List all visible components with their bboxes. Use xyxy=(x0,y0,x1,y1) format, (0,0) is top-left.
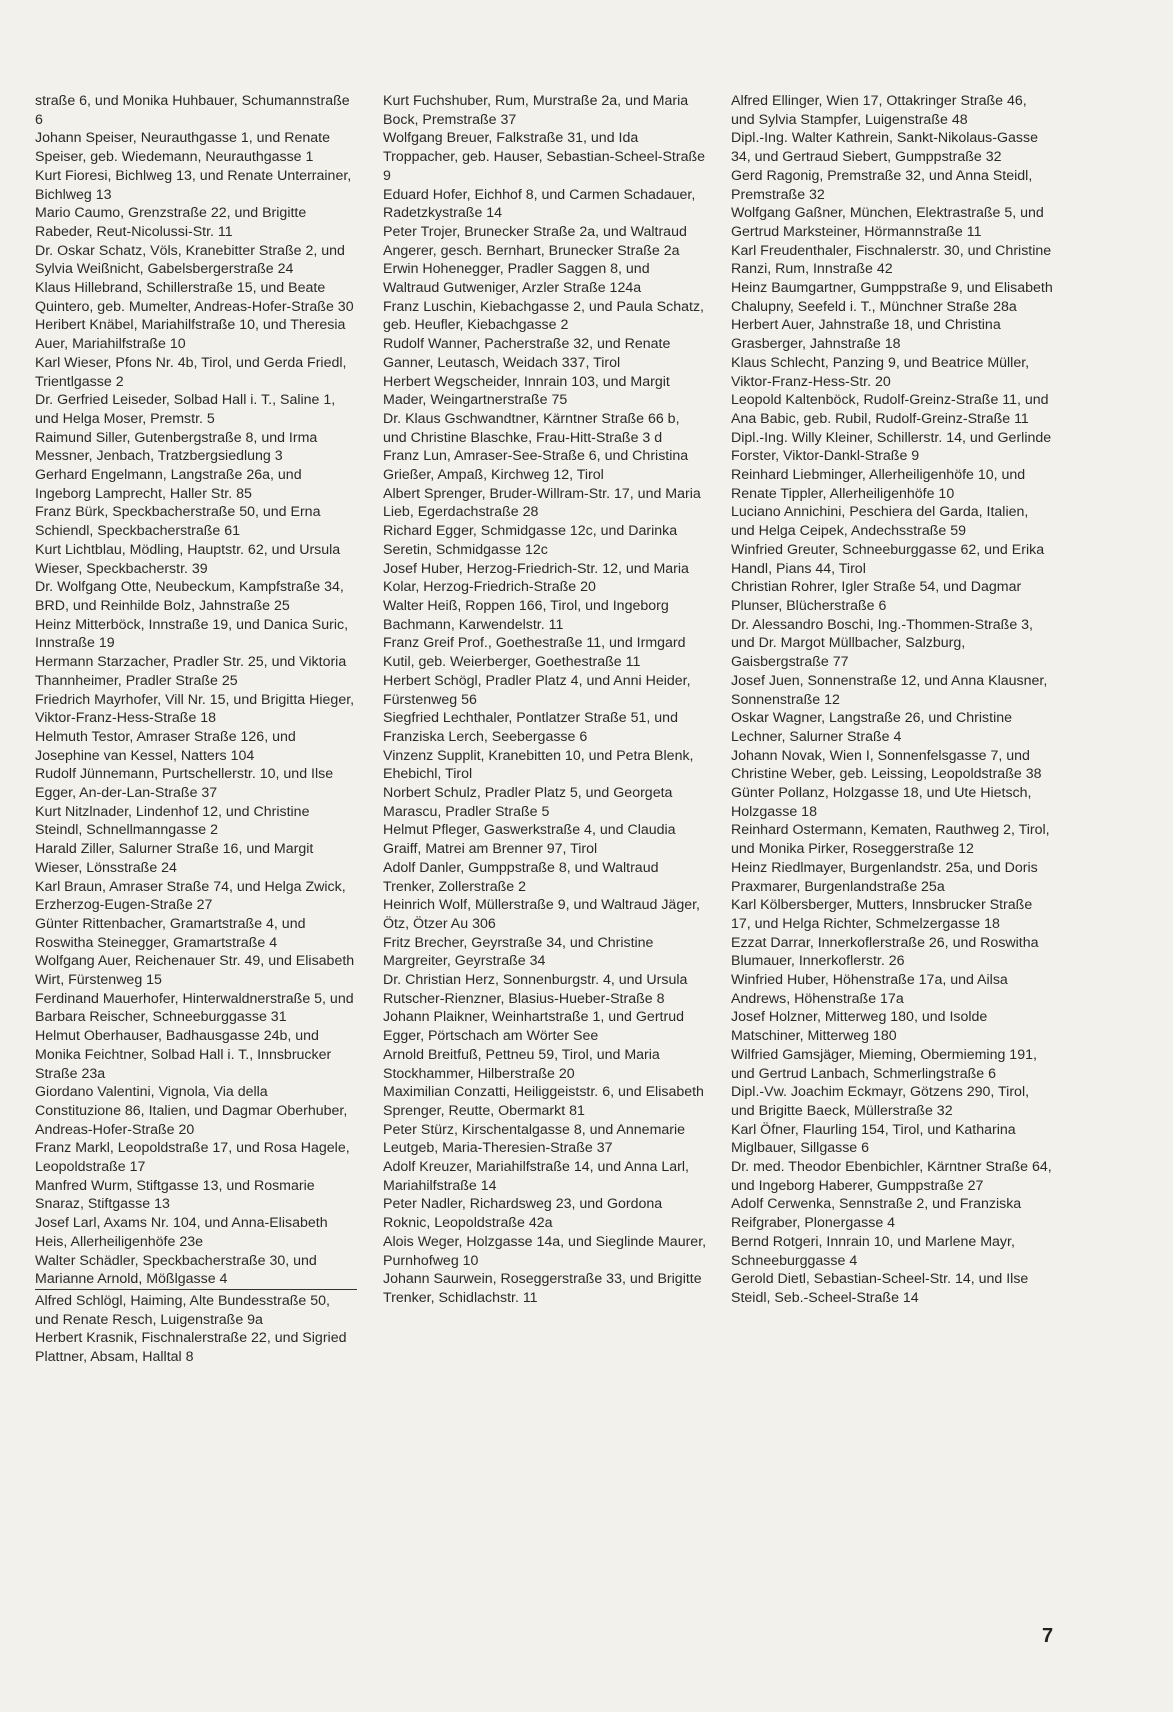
marriage-entry: Walter Schädler, Speckbacherstraße 30, und Marianne Arnold, Mößlgasse 4 xyxy=(35,1252,357,1290)
marriage-entry: Winfried Greuter, Schneeburggasse 62, und Erika Handl, Pians 44, Tirol xyxy=(731,541,1045,577)
marriage-entry: Franz Greif Prof., Goethestraße 11, und Irmgard Kutil, geb. Weierberger, Goethestraße 11 xyxy=(383,635,686,671)
marriage-entry: Dipl.-Vw. Joachim Eckmayr, Götzens 290, Tirol, und Brigitte Baeck, Müllerstraße 32 xyxy=(731,1084,1030,1119)
marriage-entry: Friedrich Mayrhofer, Vill Nr. 15, und Brigitta Hieger, Viktor-Franz-Hess-Straße 18 xyxy=(35,691,355,727)
marriage-entry: Helmut Pfleger, Gaswerkstraße 4, und Claudia Graiff, Matrei am Brenner 97, Tirol xyxy=(383,822,676,858)
marriage-entry: Albert Sprenger, Bruder-Willram-Str. 17, und Maria Lieb, Egerdachstraße 28 xyxy=(383,485,701,521)
marriage-entry: Mario Caumo, Grenzstraße 22, und Brigitte Rabeder, Reut-Nicolussi-Str. 11 xyxy=(35,205,307,240)
marriage-entry: Reinhard Ostermann, Kematen, Rauthweg 2, Tirol, und Monika Pirker, Roseggerstraße 12 xyxy=(731,822,1050,858)
marriage-entry: Arnold Breitfuß, Pettneu 59, Tirol, und Maria Stockhammer, Hilberstraße 20 xyxy=(383,1046,660,1082)
marriage-entry: Karl Kölbersberger, Mutters, Innsbrucker Straße 17, und Helga Richter, Schmelzergasse 18 xyxy=(731,897,1033,932)
marriage-entry: Richard Egger, Schmidgasse 12c, und Darinka Seretin, Schmidgasse 12c xyxy=(383,523,678,558)
marriage-entry: Wolfgang Gaßner, München, Elektrastraße 5, und Gertrud Marksteiner, Hörmannstraße 11 xyxy=(731,205,1044,240)
marriage-entry: Herbert Wegscheider, Innrain 103, und Margit Mader, Weingartnerstraße 75 xyxy=(383,373,670,409)
marriage-entry: Helmuth Testor, Amraser Straße 126, und Josephine van Kessel, Natters 104 xyxy=(35,728,296,764)
marriage-entry: Johann Plaikner, Weinhartstraße 1, und Gertrud Egger, Pörtschach am Wörter See xyxy=(383,1009,684,1045)
marriage-entry: Walter Heiß, Roppen 166, Tirol, und Ingeborg Bachmann, Karwendelstr. 11 xyxy=(383,597,669,633)
marriage-entry: Harald Ziller, Salurner Straße 16, und Margit Wieser, Lönsstraße 24 xyxy=(35,841,314,876)
marriage-entry: Dr. Alessandro Boschi, Ing.-Thommen-Straße 3, und Dr. Margot Müllbacher, Salzburg, Gaisbergstraße 77 xyxy=(731,616,1034,671)
marriage-entry: Wolfgang Breuer, Falkstraße 31, und Ida Troppacher, geb. Hauser, Sebastian-Scheel-Straße 9 xyxy=(383,130,706,184)
marriage-entry: Peter Trojer, Brunecker Straße 2a, und Waltraud Angerer, gesch. Bernhart, Brunecker Straße 2a xyxy=(383,223,687,259)
marriage-entry: Giordano Valentini, Vignola, Via della Constituzione 86, Italien, und Dagmar Oberhuber, Andreas-Hofer-Straße 20 xyxy=(35,1084,348,1138)
marriage-entry: Heribert Knäbel, Mariahilfstraße 10, und Theresia Auer, Mariahilfstraße 10 xyxy=(35,317,346,353)
marriage-entry: Franz Bürk, Speckbacherstraße 50, und Erna Schiendl, Speckbacherstraße 61 xyxy=(35,504,321,540)
marriage-entry: Karl Braun, Amraser Straße 74, und Helga Zwick, Erzherzog-Eugen-Straße 27 xyxy=(35,878,346,914)
marriage-entry: Reinhard Liebminger, Allerheiligenhöfe 10, und Renate Tippler, Allerheiligenhöfe 10 xyxy=(731,467,1026,502)
marriage-entry: Luciano Annichini, Peschiera del Garda, Italien, und Helga Ceipek, Andechsstraße 59 xyxy=(731,504,1029,540)
marriage-entry: Hermann Starzacher, Pradler Str. 25, und Viktoria Thannheimer, Pradler Straße 25 xyxy=(35,654,347,689)
marriage-entry: Dr. Wolfgang Otte, Neubeckum, Kampfstraße 34, BRD, und Reinhilde Bolz, Jahnstraße 25 xyxy=(35,579,344,614)
marriage-entry: Alfred Ellinger, Wien 17, Ottakringer Straße 46, und Sylvia Stampfer, Luigenstraße 48 xyxy=(731,93,1027,128)
marriage-entry: Alfred Schlögl, Haiming, Alte Bundesstraße 50, und Renate Resch, Luigenstraße 9a xyxy=(35,1293,330,1328)
marriage-entry: Eduard Hofer, Eichhof 8, und Carmen Schadauer, Radetzkystraße 14 xyxy=(383,186,696,222)
marriage-entry: Dr. Oskar Schatz, Völs, Kranebitter Straße 2, und Sylvia Weißnicht, Gabelsbergerstraße 24 xyxy=(35,242,345,278)
marriage-entry: Rudolf Wanner, Pacherstraße 32, und Renate Ganner, Leutasch, Weidach 337, Tirol xyxy=(383,336,671,371)
marriage-entry: Adolf Danler, Gumppstraße 8, und Waltraud Trenker, Zollerstraße 2 xyxy=(383,859,659,895)
page-number: 7 xyxy=(1042,1625,1054,1647)
marriage-entry: Klaus Hillebrand, Schillerstraße 15, und Beate Quintero, geb. Mumelter, Andreas-Hofer-Straße 30 xyxy=(35,280,354,315)
marriage-entry: Bernd Rotgeri, Innrain 10, und Marlene Mayr, Schneeburggasse 4 xyxy=(731,1233,1015,1269)
marriage-entry: Dipl.-Ing. Willy Kleiner, Schillerstr. 14, und Gerlinde Forster, Viktor-Dankl-Straße 9 xyxy=(731,429,1052,465)
marriage-entry: Heinz Mitterböck, Innstraße 19, und Danica Suric, Innstraße 19 xyxy=(35,616,349,652)
marriage-entry: Vinzenz Supplit, Kranebitten 10, und Petra Blenk, Ehebichl, Tirol xyxy=(383,747,694,783)
marriage-entry: Oskar Wagner, Langstraße 26, und Christine Lechner, Salurner Straße 4 xyxy=(731,710,1012,745)
marriage-entry: Gerhard Engelmann, Langstraße 26a, und Ingeborg Lamprecht, Haller Str. 85 xyxy=(35,467,302,502)
marriage-entry: Leopold Kaltenböck, Rudolf-Greinz-Straße 11, und Ana Babic, geb. Rubil, Rudolf-Greinz-Straße 11 xyxy=(731,392,1049,427)
marriage-entry: Siegfried Lechthaler, Pontlatzer Straße 51, und Franziska Lerch, Seebergasse 6 xyxy=(383,710,678,745)
marriage-entry: Maximilian Conzatti, Heiliggeiststr. 6, und Elisabeth Sprenger, Reutte, Obermarkt 81 xyxy=(383,1084,704,1119)
marriage-entry: straße 6, und Monika Huhbauer, Schumannstraße 6 xyxy=(35,93,350,128)
marriage-entry: Dr. Gerfried Leiseder, Solbad Hall i. T., Saline 1, und Helga Moser, Premstr. 5 xyxy=(35,392,336,427)
marriage-entry: Kurt Lichtblau, Mödling, Hauptstr. 62, und Ursula Wieser, Speckbacherstr. 39 xyxy=(35,541,341,577)
marriage-entry: Dr. Christian Herz, Sonnenburgstr. 4, und Ursula Rutscher-Rienzner, Blasius-Hueber-Straße 8 xyxy=(383,972,688,1007)
marriage-entry: Johann Speiser, Neurauthgasse 1, und Renate Speiser, geb. Wiedemann, Neurauthgasse 1 xyxy=(35,130,330,166)
marriage-entry: Heinz Baumgartner, Gumppstraße 9, und Elisabeth Chalupny, Seefeld i. T., Münchner Straße 28a xyxy=(731,280,1053,315)
marriage-entry: Dipl.-Ing. Walter Kathrein, Sankt-Nikolaus-Gasse 34, und Gertraud Siebert, Gumppstraße 32 xyxy=(731,130,1038,166)
marriage-entry: Erwin Hohenegger, Pradler Saggen 8, und Waltraud Gutweniger, Arzler Straße 124a xyxy=(383,261,650,297)
marriage-entry: Winfried Huber, Höhenstraße 17a, und Ailsa Andrews, Höhenstraße 17a xyxy=(731,972,1008,1007)
marriage-entry: Wilfried Gamsjäger, Mieming, Obermieming 191, und Gertrud Lanbach, Schmerlingstraße 6 xyxy=(731,1046,1037,1082)
marriage-entry: Herbert Auer, Jahnstraße 18, und Christina Grasberger, Jahnstraße 18 xyxy=(731,317,1001,353)
marriage-entry: Dr. med. Theodor Ebenbichler, Kärntner Straße 64, und Ingeborg Haberer, Gumppstraße 27 xyxy=(731,1159,1052,1194)
marriage-entry: Josef Juen, Sonnenstraße 12, und Anna Klausner, Sonnenstraße 12 xyxy=(731,672,1048,708)
marriage-entry: Franz Lun, Amraser-See-Straße 6, und Christina Grießer, Ampaß, Kirchweg 12, Tirol xyxy=(383,448,689,484)
marriage-entry: Kurt Fioresi, Bichlweg 13, und Renate Unterrainer, Bichlweg 13 xyxy=(35,167,352,203)
column-3 xyxy=(731,92,1053,1308)
column-1 xyxy=(35,92,357,1367)
marriage-entry: Norbert Schulz, Pradler Platz 5, und Georgeta Marascu, Pradler Straße 5 xyxy=(383,785,673,820)
marriage-entry: Adolf Cerwenka, Sennstraße 2, und Franziska Reifgraber, Plonergasse 4 xyxy=(731,1196,1022,1232)
marriage-entry: Johann Novak, Wien I, Sonnenfelsgasse 7, und Christine Weber, geb. Leissing, Leopoldstraße 38 xyxy=(731,747,1042,783)
marriage-entry: Franz Luschin, Kiebachgasse 2, und Paula Schatz, geb. Heufler, Kiebachgasse 2 xyxy=(383,298,704,334)
marriage-entry: Christian Rohrer, Igler Straße 54, und Dagmar Plunser, Blücherstraße 6 xyxy=(731,579,1022,614)
marriage-entry: Peter Nadler, Richardsweg 23, und Gordona Roknic, Leopoldstraße 42a xyxy=(383,1196,663,1232)
marriage-entry: Günter Pollanz, Holzgasse 18, und Ute Hietsch, Holzgasse 18 xyxy=(731,785,1032,820)
marriage-entry: Herbert Schögl, Pradler Platz 4, und Anni Heider, Fürstenweg 56 xyxy=(383,672,691,708)
marriage-entry: Manfred Wurm, Stiftgasse 13, und Rosmarie Snaraz, Stiftgasse 13 xyxy=(35,1177,315,1213)
marriage-entry: Dr. Klaus Gschwandtner, Kärntner Straße 66 b, und Christine Blaschke, Frau-Hitt-Straße 3 d xyxy=(383,410,680,446)
marriage-entry: Peter Stürz, Kirschentalgasse 8, und Annemarie Leutgeb, Maria-Theresien-Straße 37 xyxy=(383,1121,686,1157)
marriage-entry: Ezzat Darrar, Innerkoflerstraße 26, und Roswitha Blumauer, Innerkoflerstr. 26 xyxy=(731,934,1039,970)
marriage-entry: Kurt Nitzlnader, Lindenhof 12, und Christine Steindl, Schnellmanngasse 2 xyxy=(35,803,310,839)
marriage-entry: Raimund Siller, Gutenbergstraße 8, und Irma Messner, Jenbach, Tratzbergsiedlung 3 xyxy=(35,429,318,465)
marriage-entry: Karl Wieser, Pfons Nr. 4b, Tirol, und Gerda Friedl, Trientlgasse 2 xyxy=(35,354,347,390)
column-2 xyxy=(383,92,707,1308)
marriage-entry: Gerold Dietl, Sebastian-Scheel-Str. 14, und Ilse Steidl, Seb.-Scheel-Straße 14 xyxy=(731,1271,1029,1306)
marriage-entry: Josef Holzner, Mitterweg 180, und Isolde Matschiner, Mitterweg 180 xyxy=(731,1009,988,1045)
marriage-entry: Fritz Brecher, Geyrstraße 34, und Christine Margreiter, Geyrstraße 34 xyxy=(383,934,654,970)
marriage-entry: Johann Saurwein, Roseggerstraße 33, und Brigitte Trenker, Schidlachstr. 11 xyxy=(383,1271,702,1306)
marriage-entry: Alois Weger, Holzgasse 14a, und Sieglinde Maurer, Purnhofweg 10 xyxy=(383,1233,707,1269)
marriage-entry: Heinrich Wolf, Müllerstraße 9, und Waltraud Jäger, Ötz, Ötzer Au 306 xyxy=(383,897,700,932)
marriage-entry: Franz Markl, Leopoldstraße 17, und Rosa Hagele, Leopoldstraße 17 xyxy=(35,1140,350,1176)
marriage-entry: Ferdinand Mauerhofer, Hinterwaldnerstraße 5, und Barbara Reischer, Schneeburggasse 31 xyxy=(35,990,354,1026)
marriage-entry: Kurt Fuchshuber, Rum, Murstraße 2a, und Maria Bock, Premstraße 37 xyxy=(383,93,689,128)
marriage-entry: Adolf Kreuzer, Mariahilfstraße 14, und Anna Larl, Mariahilfstraße 14 xyxy=(383,1159,689,1194)
marriage-entry: Klaus Schlecht, Panzing 9, und Beatrice Müller, Viktor-Franz-Hess-Str. 20 xyxy=(731,354,1030,390)
marriage-entry: Rudolf Jünnemann, Purtschellerstr. 10, und Ilse Egger, An-der-Lan-Straße 37 xyxy=(35,766,334,802)
marriage-entry: Josef Larl, Axams Nr. 104, und Anna-Elisabeth Heis, Allerheiligenhöfe 23e xyxy=(35,1215,328,1250)
marriage-entry: Wolfgang Auer, Reichenauer Str. 49, und Elisabeth Wirt, Fürstenweg 15 xyxy=(35,953,355,989)
marriage-entry: Karl Öfner, Flaurling 154, Tirol, und Katharina Miglbauer, Sillgasse 6 xyxy=(731,1121,1016,1157)
marriage-entry: Heinz Riedlmayer, Burgenlandstr. 25a, und Doris Praxmarer, Burgenlandstraße 25a xyxy=(731,859,1038,895)
marriage-entry: Gerd Ragonig, Premstraße 32, und Anna Steidl, Premstraße 32 xyxy=(731,167,1033,203)
marriage-entry: Herbert Krasnik, Fischnalerstraße 22, und Sigried Plattner, Absam, Halltal 8 xyxy=(35,1330,347,1366)
marriage-entry: Josef Huber, Herzog-Friedrich-Str. 12, und Maria Kolar, Herzog-Friedrich-Straße 20 xyxy=(383,560,689,596)
marriage-entry: Günter Rittenbacher, Gramartstraße 4, und Roswitha Steinegger, Gramartstraße 4 xyxy=(35,915,306,951)
marriage-entry: Karl Freudenthaler, Fischnalerstr. 30, und Christine Ranzi, Rum, Innstraße 42 xyxy=(731,242,1052,278)
marriage-entry: Helmut Oberhauser, Badhausgasse 24b, und Monika Feichtner, Solbad Hall i. T., Innsbrucker Straße 23a xyxy=(35,1028,332,1082)
